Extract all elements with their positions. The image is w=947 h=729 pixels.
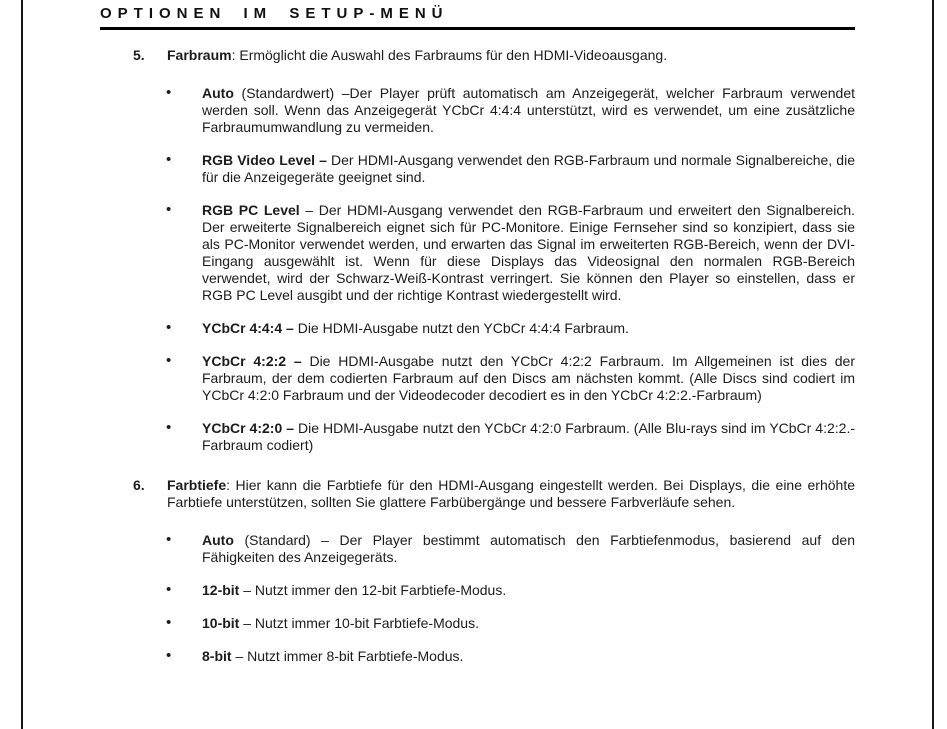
bullet-marker: • <box>166 151 172 168</box>
bullet-marker: • <box>166 581 172 598</box>
bullet-item-rgb-pc-level <box>100 202 855 304</box>
bullet-item-ycbcr-420 <box>100 420 855 454</box>
item-paragraph <box>100 477 855 511</box>
bullet-marker: • <box>166 531 172 548</box>
bullet-body: – Nutzt immer den 12-bit Farbtiefe-Modus. <box>239 582 507 598</box>
bullet-item-auto-standard <box>100 532 855 566</box>
bullet-marker: • <box>166 352 172 369</box>
bullet-term: RGB Video Level – <box>202 152 327 168</box>
setup-menu-heading: OPTIONEN IM SETUP-MENÜ <box>100 6 855 30</box>
numbered-item-farbraum <box>100 47 855 454</box>
bullet-marker: • <box>166 84 172 101</box>
bullet-item-rgb-video-level <box>100 152 855 186</box>
bullet-marker: • <box>166 647 172 664</box>
bullet-item-8bit <box>100 648 855 665</box>
bullet-item-ycbcr-422 <box>100 353 855 404</box>
bullet-term: YCbCr 4:2:0 – <box>202 420 295 436</box>
bullet-body: (Standard) – Der Player bestimmt automatisch den Farbtiefenmodus, basierend auf den Fähigkeiten des Anzeigegeräts. <box>202 532 855 565</box>
page-border-right-line <box>932 0 934 729</box>
bullet-term: YCbCr 4:4:4 – <box>202 320 294 336</box>
bullet-item-auto <box>100 85 855 136</box>
item-term: Farbraum <box>167 47 232 63</box>
numbered-item-farbtiefe <box>100 477 855 665</box>
bullet-body: Die HDMI-Ausgabe nutzt den YCbCr 4:2:0 Farbraum. (Alle Blu-rays sind im YCbCr 4:2:2.-Farbraum codiert) <box>202 420 856 453</box>
bullet-body: Die HDMI-Ausgabe nutzt den YCbCr 4:4:4 Farbraum. <box>293 320 629 336</box>
bullet-marker: • <box>166 201 172 218</box>
bullet-term: RGB PC Level <box>202 202 300 218</box>
bullet-item-12bit <box>100 582 855 599</box>
bullet-term: 12-bit <box>202 582 240 598</box>
item-number: 5. <box>133 47 145 63</box>
bullet-body: – Nutzt immer 8-bit Farbtiefe-Modus. <box>231 648 464 664</box>
item-term: Farbtiefe <box>167 477 227 493</box>
bullet-term: 8-bit <box>202 648 232 664</box>
bullet-body: – Nutzt immer 10-bit Farbtiefe-Modus. <box>239 615 479 631</box>
bullet-body: (Standardwert) –Der Player prüft automatisch am Anzeigegerät, welcher Farbraum verwendet werden soll. Wenn das Anzeigegerät YCbCr 4:4:4 unterstützt, wird es verwendet, um eine zusätzliche Farbraumumwandlung zu vermeiden. <box>202 85 855 135</box>
bullet-item-10bit <box>100 615 855 632</box>
bullet-body: – Der HDMI-Ausgang verwendet den RGB-Farbraum und erweitert den Signalbereich. Der erweiterte Signalbereich eignet sich für PC-Monitore. Einige Fernseher sind so konzipiert, dass sie als PC-Monitor verwendet werden, und erwarten das Signal im erweiterten RGB-Bereich, wenn der DVI-Eingang ausgewählt ist. Wenn für diese Displays das Videosignal den normalen RGB-Bereich verwendet, wird der Schwarz-Weiß-Kontrast verringert. Sie können den Player so einstellen, dass er RGB PC Level ausgibt und der richtige Kontrast wiedergestellt wird. <box>202 202 856 303</box>
bullet-marker: • <box>166 419 172 436</box>
page-border-left-line <box>21 0 23 729</box>
document-page <box>100 6 855 665</box>
bullet-term: Auto <box>202 85 234 101</box>
bullet-term: Auto <box>202 532 234 548</box>
item-paragraph <box>100 47 855 64</box>
bullet-term: YCbCr 4:2:2 – <box>202 353 302 369</box>
bullet-marker: • <box>166 319 172 336</box>
bullet-body: Der HDMI-Ausgang verwendet den RGB-Farbraum und normale Signalbereiche, die für die Anzeigegeräte geeignet sind. <box>202 152 855 185</box>
bullet-item-ycbcr-444 <box>100 320 855 337</box>
bullet-term: 10-bit <box>202 615 240 631</box>
item-body: : Ermöglicht die Auswahl des Farbraums für den HDMI-Videoausgang. <box>231 47 668 63</box>
bullet-marker: • <box>166 614 172 631</box>
bullet-body: Die HDMI-Ausgabe nutzt den YCbCr 4:2:2 Farbraum. Im Allgemeinen ist dies der Farbraum, der dem codierten Farbraum auf den Discs am nächsten kommt. (Alle Discs sind codiert im YCbCr 4:2:0 Farbraum und der Videodecoder decodiert es in den YCbCr 4:2:2.-Farbraum) <box>202 353 855 403</box>
item-number: 6. <box>133 477 145 493</box>
item-body: : Hier kann die Farbtiefe für den HDMI-Ausgang eingestellt werden. Bei Displays, die eine erhöhte Farbtiefe unterstützen, sollten Sie glattere Farbübergänge und bessere Farbverläufe sehen. <box>167 477 855 510</box>
